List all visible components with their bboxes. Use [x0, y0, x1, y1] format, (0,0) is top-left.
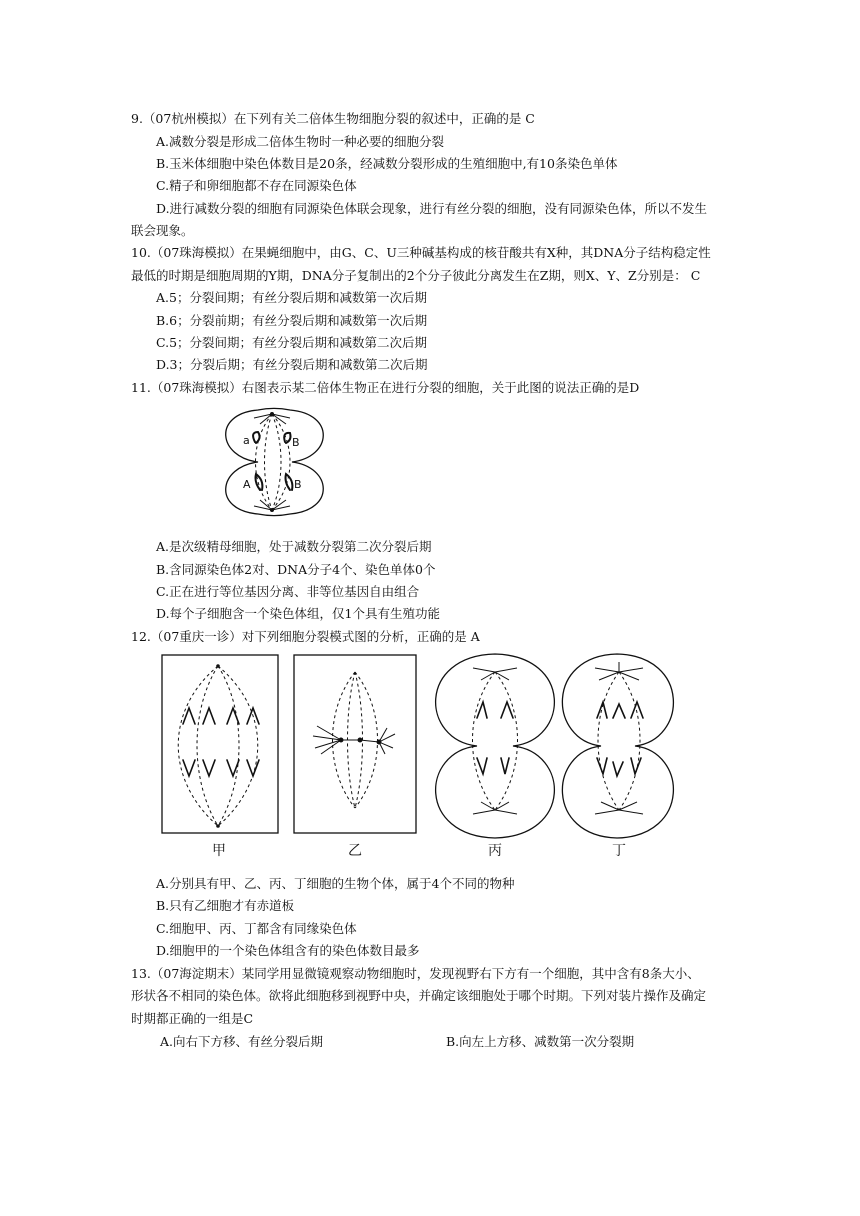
q11-option-d: D.每个子细胞含一个染色体组，仅1个具有生殖功能 — [156, 606, 441, 621]
q12-cell-figures — [155, 650, 715, 865]
q13-stem: 13.（07海淀期末）某同学用显微镜观察动物细胞时，发现视野右下方有一个细胞，其中含有8条大小、 — [131, 966, 700, 981]
q10-stem-cont: 最低的时期是细胞周期的Y期，DNA分子复制出的2个分子彼此分离发生在Z期，则X、Y、Z分别是： C — [131, 268, 701, 283]
cell-bing — [436, 654, 555, 838]
q9-stem: 9.（07杭州模拟）在下列有关二倍体生物细胞分裂的叙述中，正确的是 C — [131, 111, 535, 126]
caption-bing: 丙 — [488, 843, 502, 859]
caption-ding: 丁 — [612, 843, 626, 859]
q9-option-d-cont: 联会现象。 — [131, 223, 194, 238]
q11-option-b: B.含同源染色体2对、DNA分子4个、染色单体0个 — [156, 562, 436, 577]
q13-option-b: B.向左上方移、减数第一次分裂期 — [446, 1034, 635, 1049]
q10-stem: 10.（07珠海模拟）在果蝇细胞中，由G、C、U三种碱基构成的核苷酸共有X种，其DNA分子结构稳定性 — [131, 245, 711, 260]
q12-option-c: C.细胞甲、丙、丁都含有同缘染色体 — [156, 921, 357, 936]
q11-cell-figure — [210, 402, 340, 522]
cell-ding — [562, 654, 673, 838]
q13-stem-cont2: 时期都正确的一组是C — [131, 1011, 254, 1026]
q11-stem: 11.（07珠海模拟）右图表示某二倍体生物正在进行分裂的细胞，关于此图的说法正确的是D — [131, 380, 640, 395]
q12-option-a: A.分别具有甲、乙、丙、丁细胞的生物个体，属于4个不同的物种 — [156, 876, 515, 891]
cell-jia — [162, 655, 278, 833]
q12-option-d: D.细胞甲的一个染色体组含有的染色体数目最多 — [156, 943, 420, 958]
q13-stem-cont: 形状各不相同的染色体。欲将此细胞移到视野中央，并确定该细胞处于哪个时期。下列对装片操作及确定 — [131, 988, 707, 1003]
q11-label-b-lower: B — [294, 478, 302, 491]
caption-jia: 甲 — [212, 843, 226, 859]
q11-label-a-lower: A — [243, 478, 251, 491]
q10-option-a: A.5；分裂间期；有丝分裂后期和减数第一次后期 — [156, 290, 427, 305]
cell-yi — [294, 655, 416, 833]
q11-option-c: C.正在进行等位基因分离、非等位基因自由组合 — [156, 584, 420, 599]
q10-option-c: C.5；分裂间期；有丝分裂后期和减数第二次后期 — [156, 335, 428, 350]
q10-option-d: D.3；分裂后期；有丝分裂后期和减数第二次后期 — [156, 357, 428, 372]
q9-option-c: C.精子和卵细胞都不存在同源染色体 — [156, 178, 357, 193]
q11-label-b-upper: B — [292, 436, 300, 449]
q12-stem: 12.（07重庆一诊）对下列细胞分裂模式图的分析，正确的是 A — [131, 629, 480, 644]
q9-option-d: D.进行减数分裂的细胞有同源染色体联会现象，进行有丝分裂的细胞，没有同源染色体，所以不发生 — [156, 201, 708, 216]
q9-option-b: B.玉米体细胞中染色体数目是20条，经减数分裂形成的生殖细胞中,有10条染色单体 — [156, 156, 618, 171]
q12-option-b: B.只有乙细胞才有赤道板 — [156, 898, 295, 913]
q10-option-b: B.6；分裂前期；有丝分裂后期和减数第一次后期 — [156, 313, 428, 328]
q11-label-a: a — [243, 434, 250, 447]
q11-option-a: A.是次级精母细胞，处于减数分裂第二次分裂后期 — [156, 539, 432, 554]
caption-yi: 乙 — [348, 843, 362, 859]
q9-option-a: A.减数分裂是形成二倍体生物时一种必要的细胞分裂 — [156, 134, 445, 149]
q13-option-a: A.向右下方移、有丝分裂后期 — [160, 1034, 324, 1049]
